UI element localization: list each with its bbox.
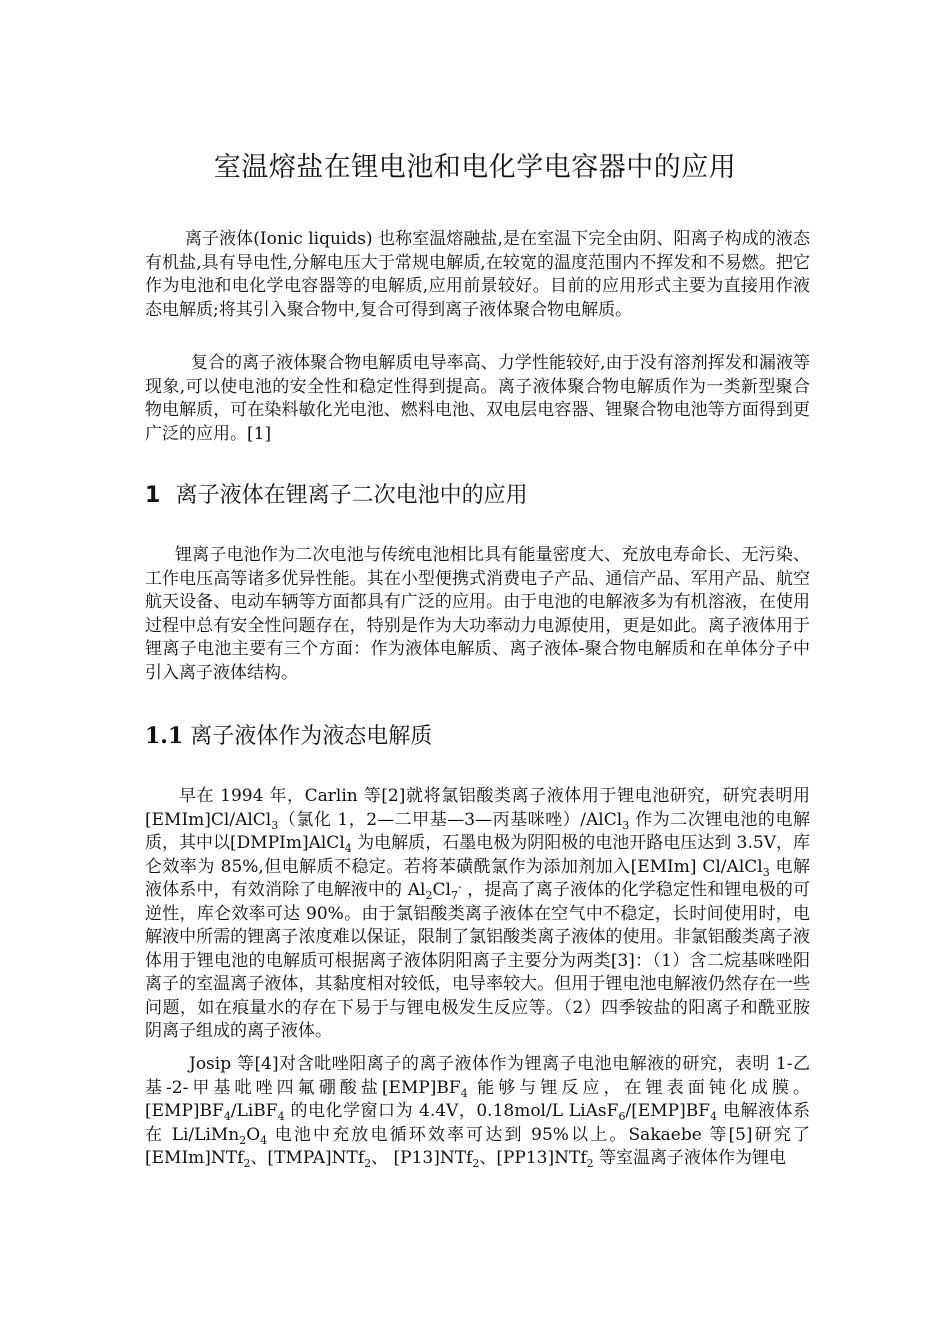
intro-paragraph-1: 离子液体(Ionic liquids) 也称室温熔融盐,是在室温下完全由阴、阳离子构成的液态有机盐,具有导电性,分解电压大于常规电解质,在较宽的温度范围内不挥发和不易燃。把它作为电池和电化学电容器等的电解质,应用前景较好。目前的应用形式主要为直接用作液态电解质;将其引入聚合物中,复合可得到离子液体聚合物电解质。 [145,229,810,320]
section-1-number: 1 [145,483,161,508]
section-1-1-number: 1.1 [145,723,184,749]
section-1-1-paragraph-2: Josip 等[4]对含吡唑阳离子的离子液体作为锂离子电池电解液的研究，表明 1-乙基-2-甲基吡唑四氟硼酸盐$[EMP]BF_4$ 能够与锂反应，在锂表面钝化成膜。$[EMP]BF_4/LiBF_4$ 的电化学窗口为 4.4V，0.18mol/L $LiAsF_6/[EMP]BF_4$ 电解液体系在 $Li/LiMn_2O_4$ 电池中充放电循环效率可达到 95%以上。Sakaebe 等[5]研究了[EMIm]NTf$_2$、[TMPA]NTf$_2$、 [P13]NTf$_2$、[PP13]NTf$_2$ 等室温离子液体作为锂电 [145,1054,810,1170]
document-title: 室温熔盐在锂电池和电化学电容器中的应用 [213,152,737,183]
section-1-paragraph: 锂离子电池作为二次电池与传统电池相比具有能量密度大、充放电寿命长、无污染、工作电压高等诸多优异性能。其在小型便携式消费电子产品、通信产品、军用产品、航空航天设备、电动车辆等方面都具有广泛的应用。由于电池的电解液多为有机溶液，在使用过程中总有安全性问题存在，特别是作为大功率动力电源使用，更是如此。离子液体用于锂离子电池主要有三个方面：作为液体电解质、离子液体-聚合物电解质和在单体分子中引入离子液体结构。 [145,545,810,683]
section-1-1-paragraph-1: 早在 1994 年，Carlin 等[2]就将氯铝酸类离子液体用于锂电池研究，研究表明用[EMIm]Cl/AlCl$_3$（氯化 1，2—二甲基—3—丙基咪唑）/AlCl$_3$ 作为二次锂电池的电解质，其中以[DMPIm]AlCl$_4$ 为电解质，石墨电极为阴阳极的电池开路电压达到 3.5V，库仑效率为 85%,但电解质不稳定。若将苯磺酰氯作为添加剂加入[EMIm] Cl/AlCl$_3$ 电解液体系中，有效消除了电解液中的 $Al_2Cl_7^-$ ，提高了离子液体的化学稳定性和锂电极的可逆性，库仑效率可达 90%。由于氯铝酸类离子液体在空气中不稳定，长时间使用时，电解液中所需的锂离子浓度难以保证，限制了氯铝酸类离子液体的使用。非氯铝酸类离子液体用于锂电池的电解质可根据离子液体阴阳离子主要分为两类[3]：（1）含二烷基咪唑阳离子的室温离子液体，其黏度相对较低，电导率较大。但用于锂电池电解液仍然存在一些问题，如在痕量水的存在下易于与锂电极发生反应等。（2）四季铵盐的阳离子和酰亚胺阴离子组成的离子液体。 [145,786,811,1041]
section-1-1-heading [145,719,432,750]
section-1-1-title: 离子液体作为液态电解质 [190,724,433,749]
section-1-heading [145,478,528,509]
section-1-title: 离子液体在锂离子二次电池中的应用 [175,483,528,508]
intro-paragraph-2: 复合的离子液体聚合物电解质电导率高、力学性能较好,由于没有溶剂挥发和漏液等现象,可以使电池的安全性和稳定性得到提高。离子液体聚合物电解质作为一类新型聚合物电解质，可在染料敏化光电池、燃料电池、双电层电容器、锂聚合物电池等方面得到更广泛的应用。[1] [145,353,810,444]
